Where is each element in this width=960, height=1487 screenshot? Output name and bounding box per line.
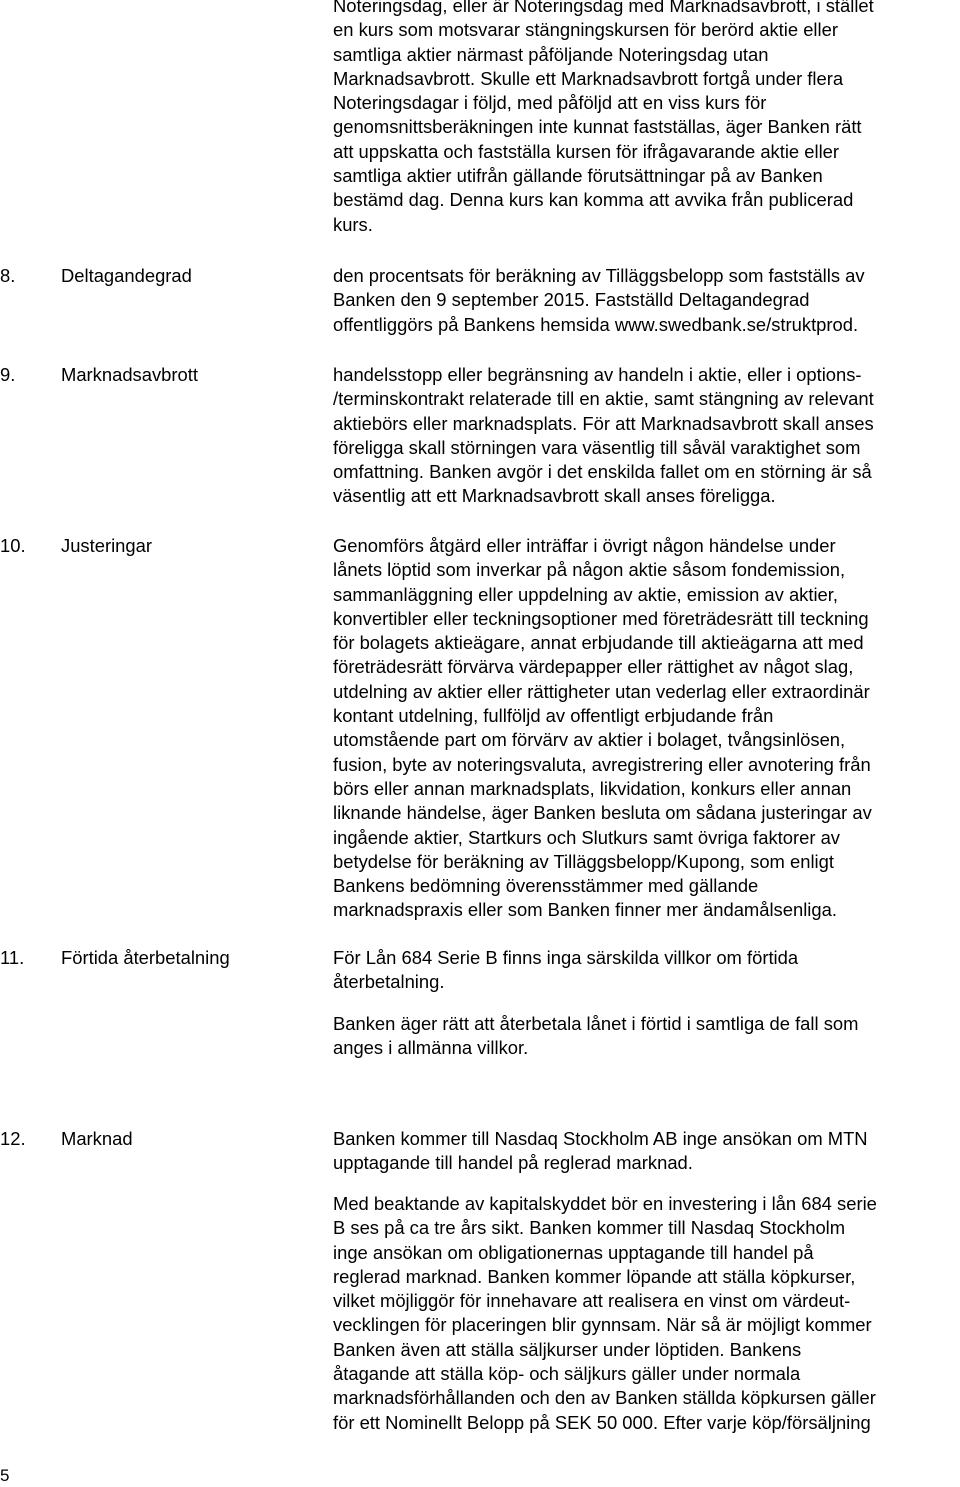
section-number: 9. — [0, 364, 16, 385]
text-line: samtliga aktier närmast påföljande Noteringsdag utan — [333, 43, 769, 65]
text-line: För Lån 684 Serie B finns inga särskilda villkor om förtida — [333, 947, 799, 968]
text-line: lånets löptid som inverkar på någon aktie såsom fondemission, — [333, 559, 846, 581]
continuation-paragraph — [333, 0, 960, 237]
section-number: 11. — [0, 947, 25, 968]
section-term: Marknad — [61, 1128, 133, 1149]
text-line: liknande händelse, äger Banken besluta om sådana justeringar av — [333, 802, 872, 824]
section-number: 12. — [0, 1128, 26, 1149]
text-line: fusion, byte av noteringsvaluta, avregistrering eller avnotering från — [333, 753, 871, 775]
text-line: vilket möjliggör för innehavare att realisera en vinst om värdeut- — [333, 1290, 851, 1312]
text-line: reglerad marknad. Banken kommer löpande att ställa köpkurser, — [333, 1265, 856, 1287]
text-line: åtagande att ställa köp- och säljkurs gäller under normala — [333, 1363, 801, 1385]
text-line: Noteringsdagar i följd, med påföljd att en viss kurs för — [333, 92, 767, 114]
text-line: betydelse för beräkning av Tilläggsbelopp/Kupong, som enligt — [333, 850, 834, 872]
text-line: bestämd dag. Denna kurs kan komma att avvika från publicerad — [333, 189, 854, 211]
section-term: Deltagandegrad — [61, 265, 192, 286]
text-line: Med beaktande av kapitalskyddet bör en investering i lån 684 serie — [333, 1193, 877, 1214]
text-line: Noteringsdag, eller är Noteringsdag med Marknadsavbrott, i stället — [333, 0, 874, 16]
section-term: Justeringar — [61, 535, 152, 556]
text-line: Banken äger rätt att återbetala lånet i förtid i samtliga de fall som — [333, 1013, 859, 1034]
text-line: Genomförs åtgärd eller inträffar i övrigt någon händelse under — [333, 535, 836, 556]
page-number: 5 — [0, 1466, 10, 1485]
section-definition — [333, 264, 960, 337]
text-line: marknadsförhållanden och den av Banken ställda köpkursen gäller — [333, 1387, 876, 1409]
section-definition — [333, 363, 960, 509]
text-line: konvertibler eller teckningsoptioner med företrädesrätt till teckning — [333, 607, 869, 629]
text-line: marknadspraxis eller som Banken finner mer ändamålsenliga. — [333, 899, 837, 921]
text-line: börs eller annan marknadsplats, likvidation, konkurs eller annan — [333, 777, 852, 799]
section-term: Förtida återbetalning — [61, 947, 230, 968]
text-line: den procentsats för beräkning av Tilläggsbelopp som fastställs av — [333, 265, 865, 286]
text-line: genomsnittsberäkningen inte kunnat fastställas, äger Banken rätt — [333, 116, 862, 138]
text-line: återbetalning. — [333, 971, 445, 993]
text-line: ingående aktier, Startkurs och Slutkurs samt övriga faktorer av — [333, 826, 840, 848]
text-line: för ett Nominellt Belopp på SEK 50 000. Efter varje köp/försäljning — [333, 1411, 871, 1433]
text-line: /terminskontrakt relaterade till en aktie, samt stängning av relevant — [333, 388, 874, 410]
text-line: Banken även att ställa säljkurser under löptiden. Bankens — [333, 1338, 802, 1360]
text-line: Banken kommer till Nasdaq Stockholm AB inge ansökan om MTN — [333, 1128, 868, 1149]
text-line: samtliga aktier utifrån gällande förutsättningar på av Banken — [333, 165, 823, 187]
text-line: Marknadsavbrott. Skulle ett Marknadsavbrott fortgå under flera — [333, 67, 844, 89]
text-line: utdelning av aktier eller rättigheter utan vederlag eller extraordinär — [333, 680, 870, 702]
text-line: att uppskatta och fastställa kursen för ifrågavarande aktie eller — [333, 140, 840, 162]
section-definition — [333, 1127, 960, 1176]
section-term: Marknadsavbrott — [61, 364, 198, 385]
section-definition — [333, 1012, 960, 1061]
text-line: kurs. — [333, 213, 373, 235]
text-line: för bolagets aktieägare, annat erbjudande till aktieägarna att med — [333, 632, 864, 654]
section-number: 10. — [0, 535, 26, 556]
section-definition — [333, 534, 960, 923]
text-line: sammanläggning eller uppdelning av aktie, emission av aktier, — [333, 583, 839, 605]
text-line: vecklingen för placeringen blir gynnsam. När så är möjligt kommer — [333, 1314, 872, 1336]
text-line: utomstående part om förvärv av aktier i bolaget, tvångsinlösen, — [333, 729, 846, 751]
text-line: handelsstopp eller begränsning av handeln i aktie, eller i options- — [333, 364, 862, 385]
text-line: aktiebörs eller marknadsplats. För att Marknadsavbrott skall anses — [333, 412, 874, 434]
text-line: Bankens bedömning överensstämmer med gällande — [333, 875, 759, 897]
text-line: inge ansökan om obligationernas upptagande till handel på — [333, 1241, 814, 1263]
text-line: kontant utdelning, fullföljd av offentligt erbjudande från — [333, 705, 774, 727]
text-line: offentliggörs på Bankens hemsida www.swedbank.se/struktprod. — [333, 313, 859, 335]
section-definition — [333, 1192, 960, 1435]
section-definition — [333, 946, 960, 995]
text-line: anges i allmänna villkor. — [333, 1037, 529, 1059]
section-number: 8. — [0, 265, 16, 286]
text-line: B ses på ca tre års sikt. Banken kommer till Nasdaq Stockholm — [333, 1217, 846, 1239]
text-line: upptagande till handel på reglerad marknad. — [333, 1152, 693, 1174]
text-line: omfattning. Banken avgör i det enskilda fallet om en störning är så — [333, 461, 872, 483]
text-line: Banken den 9 september 2015. Fastställd Deltagandegrad — [333, 289, 810, 311]
text-line: en kurs som motsvarar stängningskursen för berörd aktie eller — [333, 19, 838, 41]
text-line: väsentlig att ett Marknadsavbrott skall anses föreligga. — [333, 485, 776, 507]
text-line: föreligga skall störningen vara väsentlig till såväl varaktighet som — [333, 436, 861, 458]
text-line: företrädesrätt förvärva värdepapper eller rättighet av något slag, — [333, 656, 854, 678]
